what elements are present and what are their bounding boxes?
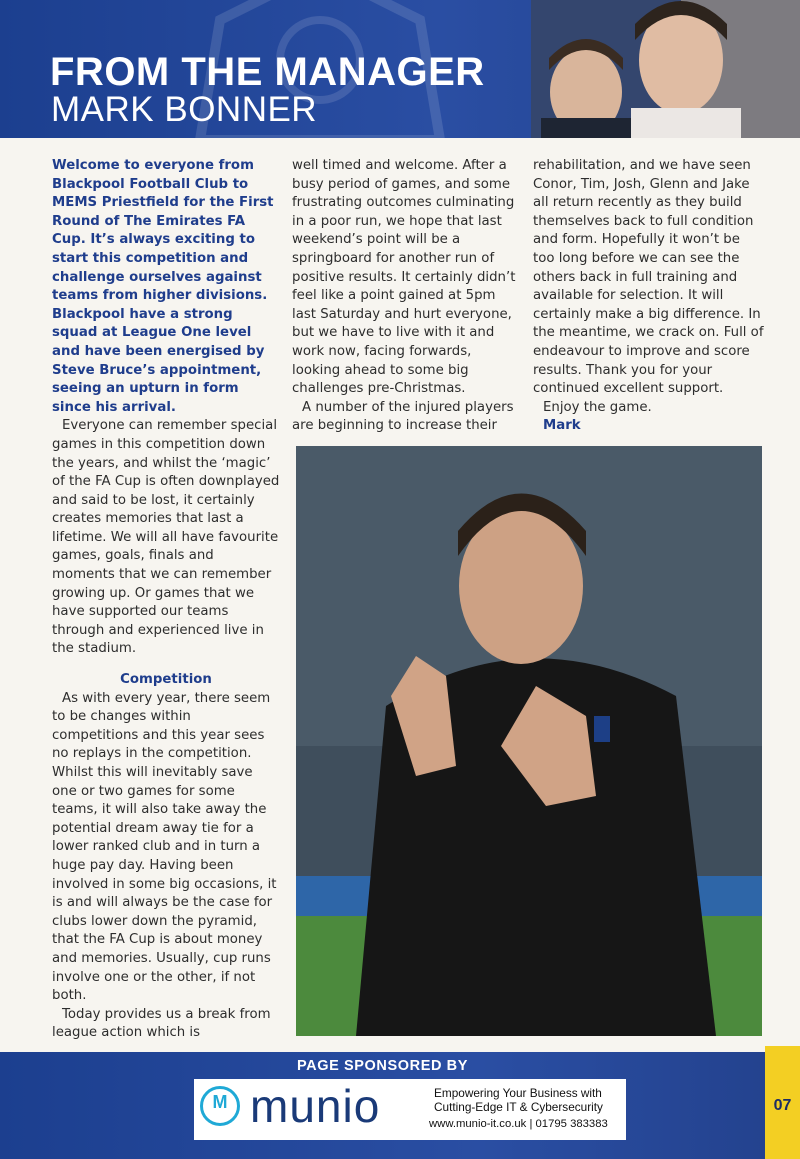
signature: Mark	[543, 418, 581, 434]
body-paragraph-1: Everyone can remember special games in this competition down the years, and whilst the ‘magic’ of the FA Cup is often downplayed and said to be lost, it certainly creates memories that last a lifetime. We will all have favourite games, goals, finals and moments that we can remember growing up. Or games that we have supported our teams through and experienced live in the stadium.	[52, 418, 280, 657]
body-paragraph-4-end: rehabilitation, and we have seen Conor, Tim, Josh, Glenn and Jake all return recently as they build themselves back to full condition and form. Hopefully it won’t be too long before we can see the others back in full training and available for selection. It will certainly make a big difference. In the meantime, we crack on. Full of endeavour to improve and score results. Thank you for your continued excellent support.	[533, 158, 764, 397]
sponsor-tagline: Empowering Your Business with Cutting-Edge IT & Cybersecurity	[434, 1086, 603, 1114]
manager-clapping-photo	[296, 446, 762, 1036]
header-banner	[0, 0, 800, 138]
article-column-3	[533, 157, 765, 436]
article-column-1	[52, 157, 280, 1043]
sponsor-brand-name: munio	[250, 1080, 381, 1132]
closing-line: Enjoy the game.	[543, 399, 652, 415]
manager-header-photo	[531, 0, 800, 138]
page-title: FROM THE MANAGER	[50, 50, 485, 94]
page-subtitle: MARK BONNER	[51, 90, 318, 129]
body-paragraph-4-start: A number of the injured players are beginning to increase their	[292, 399, 514, 434]
manager-clapping-illustration	[296, 446, 762, 1036]
body-paragraph-3-end: well timed and welcome. After a busy period of games, and some frustrating outcomes culminating in a poor run, we hope that last weekend’s point will be a springboard for another run of positive results. It certainly didn’t feel like a point gained at 5pm last Saturday and hurt everyone, but we have to live with it and work now, facing forwards, looking ahead to some big challenges pre-Christmas.	[292, 158, 516, 397]
manager-portrait-illustration	[531, 0, 800, 138]
sponsor-heading: PAGE SPONSORED BY	[296, 1058, 469, 1074]
section-subheading: Competition	[120, 672, 212, 688]
page-number: 07	[773, 1097, 792, 1114]
intro-paragraph: Welcome to everyone from Blackpool Football Club to MEMS Priestfield for the First Round of The Emirates FA Cup. It’s always exciting to start this competition and challenge ourselves against teams from higher divisions. Blackpool have a strong squad at League One level and have been energised by Steve Bruce’s appointment, seeing an upturn in form since his arrival.	[52, 158, 274, 415]
sponsor-contact: www.munio-it.co.uk | 01795 383383	[429, 1118, 608, 1130]
body-paragraph-3-start: Today provides us a break from league action which is	[52, 1006, 271, 1041]
article-column-2	[292, 157, 522, 436]
body-paragraph-2: As with every year, there seem to be changes within competitions and this year sees no replays in the competition. Whilst this will inevitably save one or two games for some teams, it will also take away the potential dream away tie for a lower ranked club and in turn a huge pay day. Having been involved in some big occasions, it is and will always be the case for clubs lower down the pyramid, that the FA Cup is about money and memories. Usually, cup runs involve one or the other, if not both.	[52, 690, 277, 1004]
munio-logo-letter: M	[212, 1092, 228, 1112]
